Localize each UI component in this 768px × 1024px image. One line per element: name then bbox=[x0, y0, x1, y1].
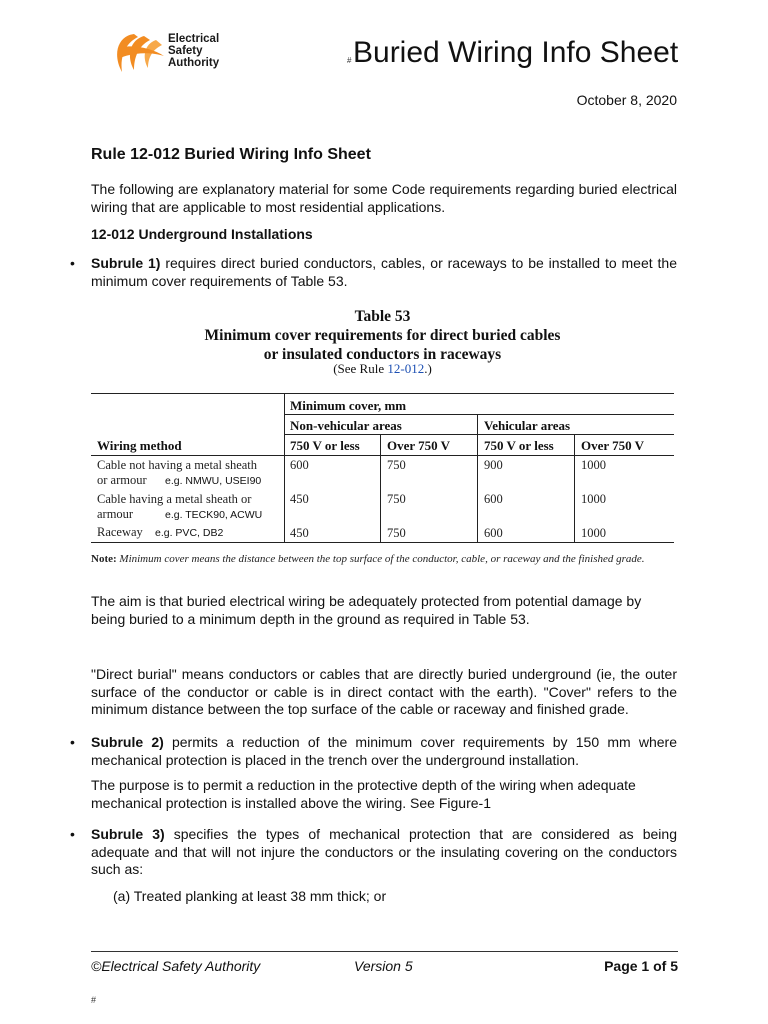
non-vehicular-header: Non-vehicular areas bbox=[290, 418, 402, 433]
protection-item-a: (a) Treated planking at least 38 mm thick; or bbox=[113, 888, 387, 904]
row-1-value-4: 1000 bbox=[581, 458, 606, 472]
document-title: Buried Wiring Info Sheet bbox=[353, 36, 679, 69]
table-caption: Table 53 bbox=[354, 308, 411, 325]
see-prefix: (See Rule bbox=[333, 361, 388, 376]
row-3-value-2: 750 bbox=[387, 526, 406, 540]
row-2-value-3: 600 bbox=[484, 492, 503, 506]
hash-marker-top: # bbox=[347, 56, 352, 65]
subrule-1-label: Subrule 1) bbox=[91, 255, 161, 271]
col-header-3: 750 V or less bbox=[484, 438, 554, 453]
wiring-method-header: Wiring method bbox=[97, 438, 182, 453]
row-1-value-3: 900 bbox=[484, 458, 503, 472]
row-1-method-cont: or armour bbox=[97, 473, 147, 487]
vehicular-header: Vehicular areas bbox=[484, 418, 571, 433]
subrule-1-text: requires direct buried conductors, cables, or raceways to be installed to meet the minimum cover requirements of Table 53. bbox=[91, 255, 677, 289]
row-1-value-1: 600 bbox=[290, 458, 309, 472]
table-divider-2 bbox=[380, 434, 381, 542]
purpose-paragraph: The purpose is to permit a reduction in the protective depth of the wiring when adequate mechanical protection is installed above the wiring. See Figure-1 bbox=[91, 777, 636, 811]
row-2-method-cont: armour bbox=[97, 507, 134, 521]
col-header-2: Over 750 V bbox=[387, 438, 451, 453]
aim-paragraph: The aim is that buried electrical wiring be adequately protected from potential damage by being buried to a minimum depth in the ground as required in Table 53. bbox=[91, 593, 642, 627]
row-2-method: Cable having a metal sheath or bbox=[97, 492, 252, 506]
footer-divider bbox=[91, 951, 678, 952]
col-header-1: 750 V or less bbox=[290, 438, 360, 453]
area-group-rule bbox=[284, 434, 674, 435]
table-top-rule bbox=[91, 393, 674, 394]
rule-heading: Rule 12-012 Buried Wiring Info Sheet bbox=[91, 146, 371, 163]
logo-line-2: Safety bbox=[168, 45, 203, 57]
direct-burial-paragraph: "Direct burial" means conductors or cables that are directly buried underground (ie, the outer surface of the conductor or cable is in direct contact with the earth). "Cover" refers to the minimum distance between the top surface of the cable or raceway and finished grade. bbox=[91, 666, 677, 717]
footer-copyright: ©Electrical Safety Authority bbox=[91, 958, 261, 974]
section-subheading: 12-012 Underground Installations bbox=[91, 226, 313, 242]
min-cover-rule bbox=[284, 414, 674, 415]
table-bottom-rule bbox=[91, 542, 674, 543]
row-2-value-1: 450 bbox=[290, 492, 309, 506]
bullet-dot: • bbox=[70, 734, 75, 750]
bullet-dot: • bbox=[70, 255, 75, 271]
row-3-example: e.g. PVC, DB2 bbox=[155, 527, 224, 539]
hash-marker-bottom: # bbox=[91, 995, 97, 1005]
min-cover-header: Minimum cover, mm bbox=[290, 398, 407, 413]
col-header-4: Over 750 V bbox=[581, 438, 645, 453]
subrule-3-label: Subrule 3) bbox=[91, 826, 165, 842]
table-note bbox=[91, 552, 671, 568]
row-2-value-2: 750 bbox=[387, 492, 406, 506]
table-title bbox=[91, 307, 674, 364]
table-divider-1 bbox=[284, 393, 285, 542]
logo-line-1: Electrical bbox=[168, 33, 220, 45]
document-date: October 8, 2020 bbox=[576, 92, 677, 108]
bullet-subrule-3 bbox=[70, 826, 677, 879]
note-label: Note: bbox=[91, 553, 117, 565]
table-title-line-1: Minimum cover requirements for direct buried cables bbox=[204, 327, 561, 344]
see-suffix: .) bbox=[424, 361, 432, 376]
subrule-3-text: specifies the types of mechanical protection that are considered as being adequate and that will not injure the conductors or the insulating covering on the conductors such as: bbox=[91, 826, 677, 877]
row-1-method: Cable not having a metal sheath bbox=[97, 458, 258, 472]
table-rule-reference bbox=[91, 361, 674, 377]
row-1-value-2: 750 bbox=[387, 458, 406, 472]
row-3-value-1: 450 bbox=[290, 526, 309, 540]
logo-line-3: Authority bbox=[168, 57, 220, 69]
row-2-example: e.g. TECK90, ACWU bbox=[165, 509, 263, 521]
table-divider-3 bbox=[477, 414, 478, 542]
row-3-value-4: 1000 bbox=[581, 526, 606, 540]
logo-wordmark bbox=[168, 33, 219, 69]
table-divider-4 bbox=[574, 434, 575, 542]
note-text: Minimum cover means the distance between the top surface of the conductor, cable, or raceway and the finished grade. bbox=[116, 553, 645, 565]
footer-version: Version 5 bbox=[354, 958, 413, 974]
rule-link[interactable]: 12-012 bbox=[387, 361, 425, 376]
subrule-2-label: Subrule 2) bbox=[91, 734, 164, 750]
bullet-subrule-2 bbox=[70, 734, 677, 769]
header-bottom-rule bbox=[91, 455, 674, 456]
row-2-value-4: 1000 bbox=[581, 492, 606, 506]
table-title-line-2: or insulated conductors in raceways bbox=[263, 346, 502, 363]
bullet-subrule-1 bbox=[70, 255, 677, 290]
intro-paragraph: The following are explanatory material for some Code requirements regarding buried electrical wiring that are applicable to most residential applications. bbox=[91, 181, 677, 215]
logo-swoosh-4 bbox=[118, 46, 164, 58]
bullet-dot: • bbox=[70, 826, 75, 842]
subrule-2-text: permits a reduction of the minimum cover requirements by 150 mm where mechanical protection is placed in the trench over the underground installation. bbox=[91, 734, 677, 768]
table-53 bbox=[91, 304, 674, 584]
footer-page-number: Page 1 of 5 bbox=[604, 958, 678, 974]
row-3-value-3: 600 bbox=[484, 526, 503, 540]
row-1-example: e.g. NMWU, USEI90 bbox=[165, 475, 262, 487]
row-3-method: Raceway bbox=[97, 525, 143, 539]
